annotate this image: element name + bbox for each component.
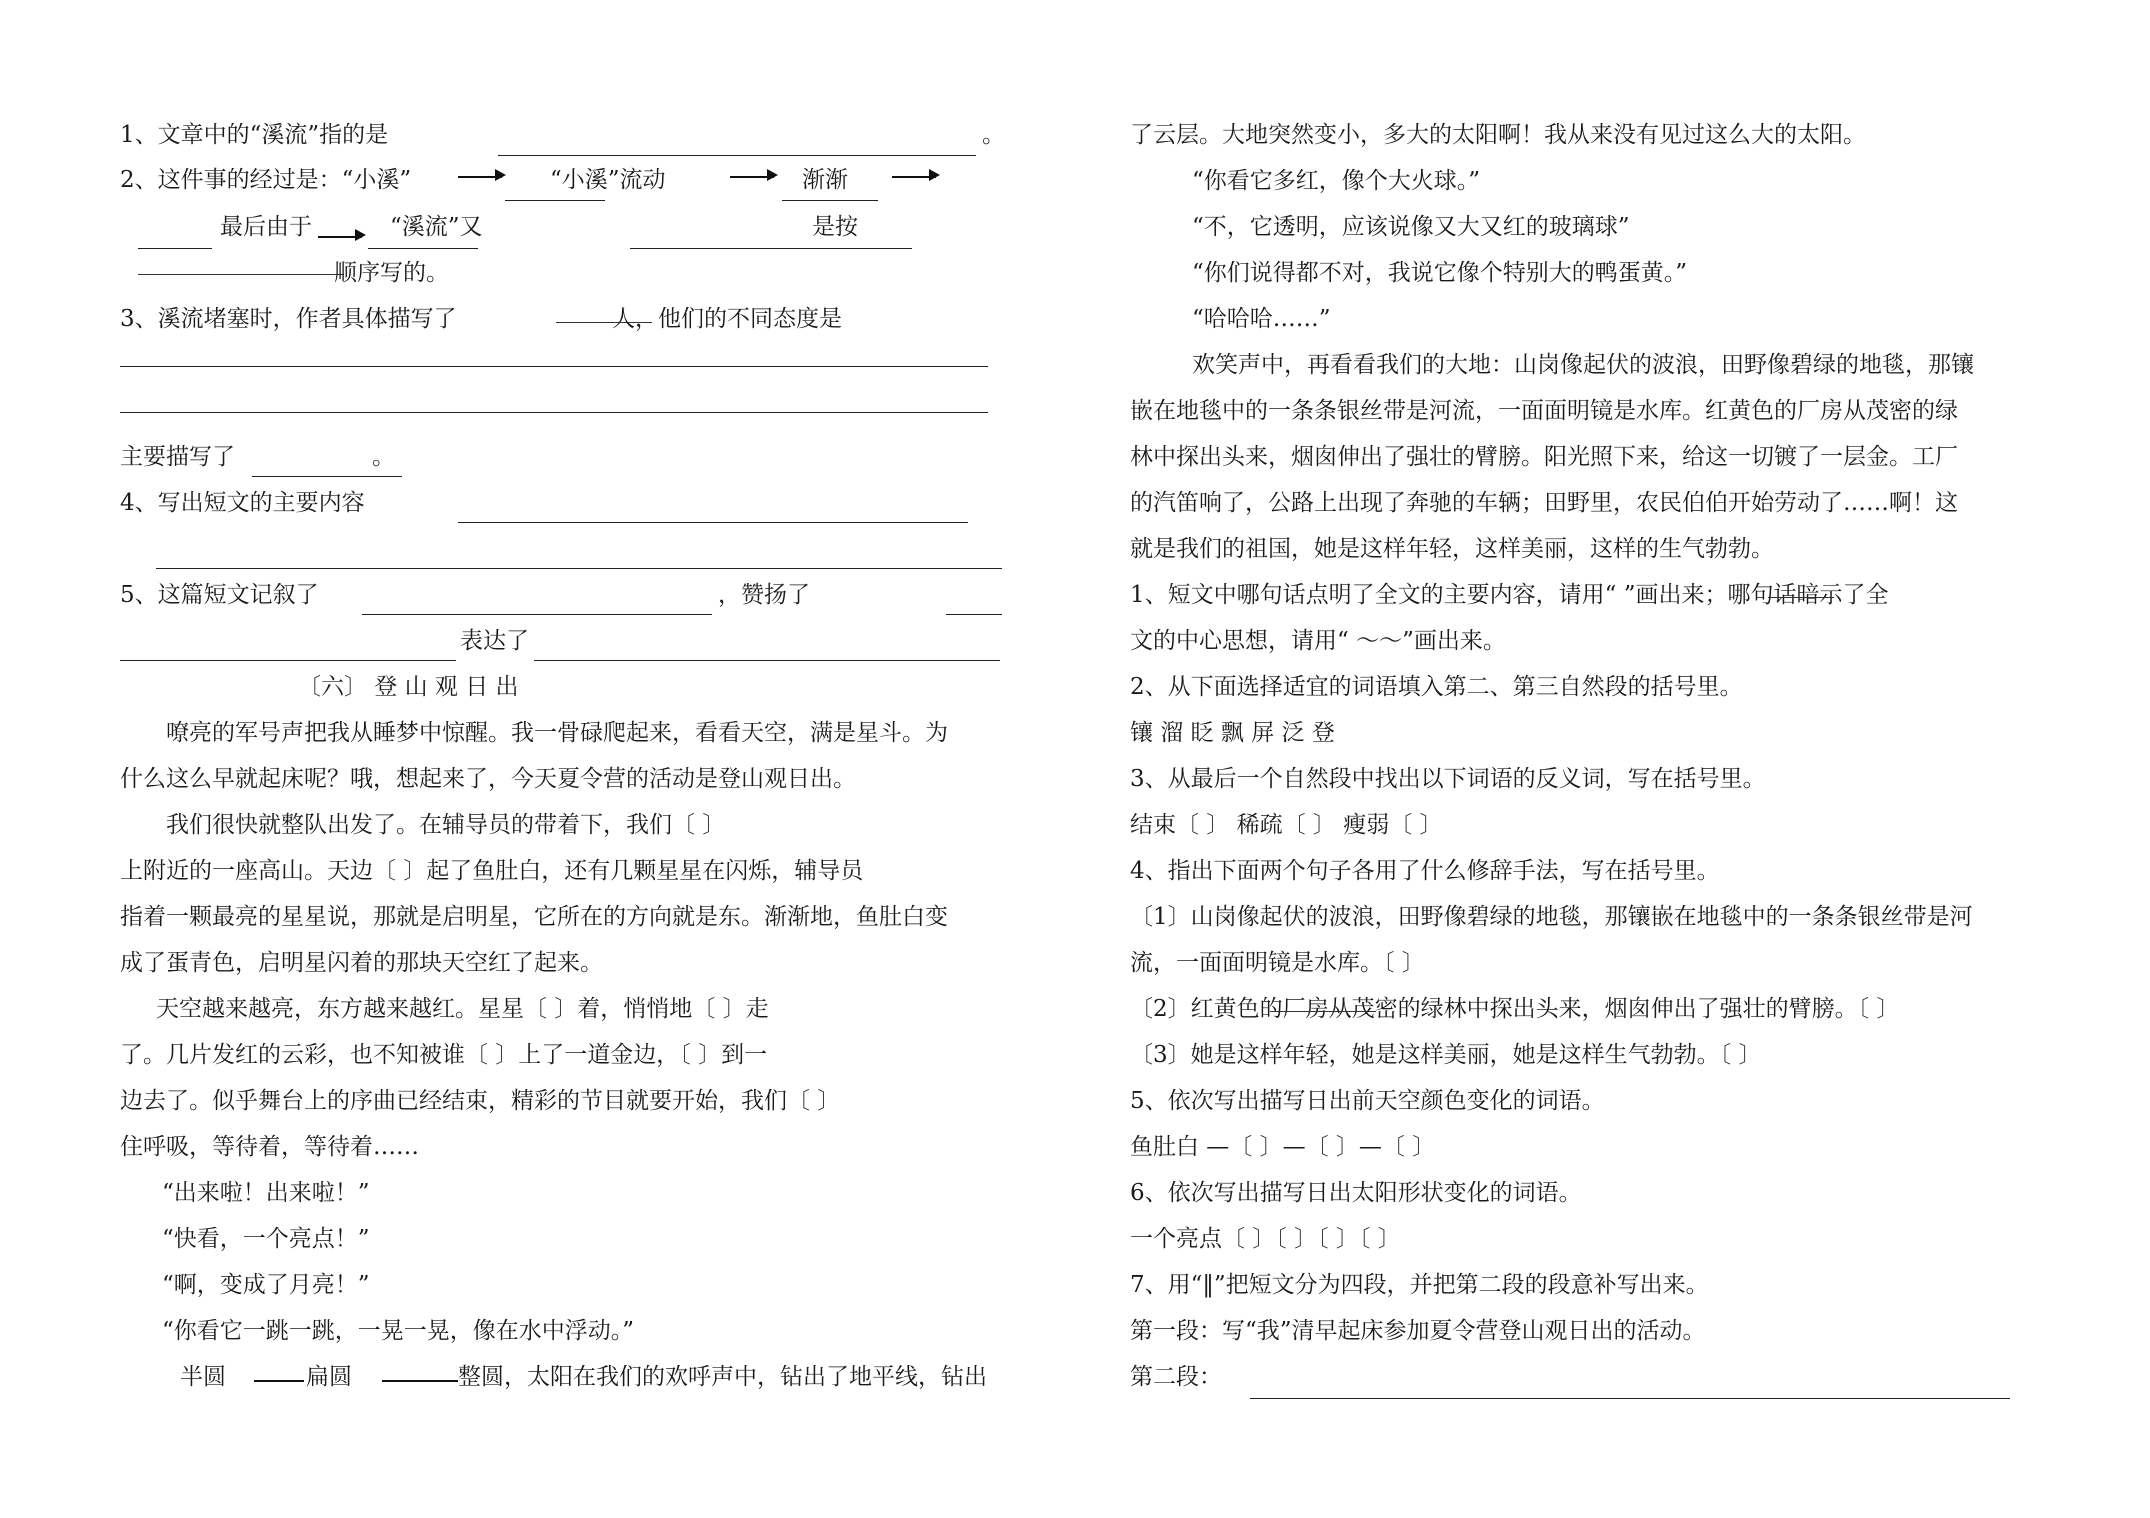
q3-sub: 主要描写了 (120, 444, 235, 470)
q3-answer-line-1[interactable] (120, 366, 988, 367)
q2-blank-4[interactable] (368, 248, 478, 249)
last-line-c: 整圆，太阳在我们的欢呼声中，钻出了地平线，钻出 (458, 1364, 987, 1390)
q5-blank-3[interactable] (120, 660, 456, 661)
para1-line: 嘹亮的军号声把我从睡梦中惊醒。我一骨碌爬起来，看看天空，满是星斗。为 (166, 720, 948, 746)
shape-sequence[interactable]: 一个亮点〔 〕〔 〕〔 〕〔 〕 (1130, 1226, 1401, 1252)
arrow-icon (892, 176, 936, 178)
q3-text: 3、溪流堵塞时，作者具体描写了 (120, 306, 457, 332)
text-line: 了云层。大地突然变小，多大的太阳啊！我从来没有见过这么大的太阳。 (1130, 122, 1866, 148)
para2-line: 上附近的一座高山。天边〔 〕起了鱼肚白，还有几颗星星在闪烁，辅导员 (120, 858, 864, 884)
q1-answer-line[interactable] (498, 155, 976, 156)
strike-mark (1270, 1011, 1376, 1012)
q2-mid2: 渐渐 (802, 167, 848, 193)
q2-row2-c: 是按 (812, 214, 858, 240)
q5-mid: ，赞扬了 (718, 582, 810, 608)
question-line[interactable]: 〔2〕红黄色的厂房从茂密的绿林中探出头来，烟囱伸出了强壮的臂膀。〔 〕 (1130, 996, 1900, 1022)
q5-text: 5、这篇短文记叙了 (120, 582, 319, 608)
text-line: “你们说得都不对，我说它像个特别大的鸭蛋黄。” (1192, 260, 1688, 286)
q2-row2-a: 最后由于 (220, 214, 312, 240)
question-line: 文的中心思想，请用“ ～～”画出来。 (1130, 628, 1506, 654)
text-line: 林中探出头来，烟囱伸出了强壮的臂膀。阳光照下来，给这一切镀了一层金。工厂 (1130, 444, 1958, 470)
q5-blank-2[interactable] (946, 614, 1002, 615)
para2-line: 成了蛋青色，启明星闪着的那块天空红了起来。 (120, 950, 603, 976)
question-line[interactable]: 流，一面面明镜是水库。〔 〕 (1130, 950, 1425, 976)
quote-line: “啊，变成了月亮！” (162, 1272, 370, 1298)
dash-line (254, 1380, 304, 1382)
q2-blank-1[interactable] (505, 200, 605, 201)
q3-answer-line-2[interactable] (120, 412, 988, 413)
q2-blank-3[interactable] (138, 248, 212, 249)
q4-text: 4、写出短文的主要内容 (120, 490, 365, 516)
arrow-icon (730, 176, 774, 178)
text-line: 的汽笛响了，公路上出现了奔驰的车辆；田野里，农民伯伯开始劳动了……啊！这 (1130, 490, 1958, 516)
question-line[interactable]: 〔3〕她是这样年轻，她是这样美丽，她是这样生气勃勃。〔 〕 (1130, 1042, 1762, 1068)
question-line: 2、从下面选择适宜的词语填入第二、第三自然段的括号里。 (1130, 674, 1743, 700)
q2-row3: 顺序写的。 (334, 260, 449, 286)
q2-mid1: “小溪”流动 (550, 167, 666, 193)
text-line: “哈哈哈……” (1192, 306, 1331, 332)
para3-line: 住呼吸，等待着，等待着…… (120, 1134, 419, 1160)
para3-line: 天空越来越亮，东方越来越红。星星〔 〕着，悄悄地〔 〕走 (156, 996, 769, 1022)
q1-text: 1、文章中的“溪流”指的是 (120, 122, 389, 148)
strike-mark (1768, 597, 1834, 598)
q5-blank-1[interactable] (362, 614, 712, 615)
para3-line: 边去了。似乎舞台上的序曲已经结束，精彩的节目就要开始，我们〔 〕 (120, 1088, 841, 1114)
q2-blank-5[interactable] (630, 248, 912, 249)
q4-answer-line-2[interactable] (156, 568, 1002, 569)
q2-blank-2[interactable] (782, 200, 878, 201)
section-two-label: 第二段： (1130, 1364, 1222, 1390)
antonym-row[interactable]: 结束〔 〕 稀疏〔 〕 瘦弱〔 〕 (1130, 812, 1443, 838)
question-line: 3、从最后一个自然段中找出以下词语的反义词，写在括号里。 (1130, 766, 1766, 792)
color-sequence[interactable]: 鱼肚白 —〔 〕—〔 〕—〔 〕 (1130, 1134, 1436, 1160)
para2-line: 指着一颗最亮的星星说，那就是启明星，它所在的方向就是东。渐渐地，鱼肚白变 (120, 904, 948, 930)
q5-row2: 表达了 (460, 628, 529, 654)
last-line-a: 半圆 (180, 1364, 226, 1390)
question-line: 第一段：写“我”清早起床参加夏令营登山观日出的活动。 (1130, 1318, 1706, 1344)
question-line: 7、用“‖”把短文分为四段，并把第二段的段意补写出来。 (1130, 1272, 1709, 1298)
quote-line: “出来啦！出来啦！” (162, 1180, 370, 1206)
question-line: 〔1〕山岗像起伏的波浪，田野像碧绿的地毯，那镶嵌在地毯中的一条条银丝带是河 (1130, 904, 1973, 930)
text-line: 欢笑声中，再看看我们的大地：山岗像起伏的波浪，田野像碧绿的地毯，那镶 (1192, 352, 1974, 378)
text-line: “不，它透明，应该说像又大又红的玻璃球” (1192, 214, 1630, 240)
q2-row2-b: “溪流”又 (390, 214, 483, 240)
q2-text: 2、这件事的经过是：“小溪” (120, 167, 412, 193)
arrow-icon (458, 176, 502, 178)
para2-line: 我们很快就整队出发了。在辅导员的带着下，我们〔 〕 (166, 812, 726, 838)
arrow-icon (318, 236, 362, 238)
q1-end: 。 (982, 122, 1005, 148)
q3-tail: 人，他们的不同态度是 (612, 306, 842, 332)
quote-line: “快看，一个亮点！” (162, 1226, 370, 1252)
q3-sub-end: 。 (372, 444, 395, 470)
q4-answer-line-1[interactable] (458, 522, 968, 523)
passage-title: 〔六〕 登 山 观 日 出 (298, 674, 519, 700)
q2-blank-6[interactable] (138, 274, 344, 275)
q5-blank-4[interactable] (534, 660, 1000, 661)
last-line-b: 扁圆 (306, 1364, 352, 1390)
question-line: 5、依次写出描写日出前天空颜色变化的词语。 (1130, 1088, 1605, 1114)
dash-line (382, 1380, 458, 1382)
para1-line: 什么这么早就起床呢？哦，想起来了，今天夏令营的活动是登山观日出。 (120, 766, 856, 792)
question-line: 1、短文中哪句话点明了全文的主要内容，请用“ ”画出来；哪句话暗示了全 (1130, 582, 1889, 608)
text-line: “你看它多红，像个大火球。” (1192, 168, 1481, 194)
text-line: 嵌在地毯中的一条条银丝带是河流，一面面明镜是水库。红黄色的厂房从茂密的绿 (1130, 398, 1958, 424)
question-line: 4、指出下面两个句子各用了什么修辞手法，写在括号里。 (1130, 858, 1720, 884)
section-two-answer-line[interactable] (1250, 1398, 2010, 1399)
question-line: 6、依次写出描写日出太阳形状变化的词语。 (1130, 1180, 1582, 1206)
text-line: 就是我们的祖国，她是这样年轻，这样美丽，这样的生气勃勃。 (1130, 536, 1774, 562)
quote-line: “你看它一跳一跳，一晃一晃，像在水中浮动。” (162, 1318, 635, 1344)
word-bank: 镶 溜 眨 飘 屏 泛 登 (1130, 720, 1335, 746)
q3-blank-2[interactable] (252, 476, 402, 477)
para3-line: 了。几片发红的云彩，也不知被谁〔 〕上了一道金边，〔 〕到一 (120, 1042, 768, 1068)
